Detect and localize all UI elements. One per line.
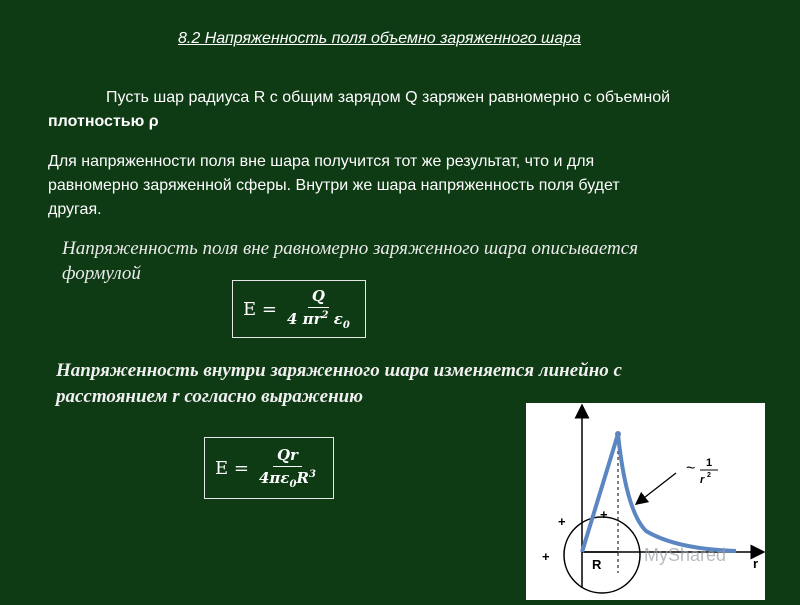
paragraph-line-3: другая. (48, 201, 102, 218)
tilde-label: ~ (686, 460, 696, 477)
formula-inside-lhs: E = (215, 457, 249, 479)
plus-sign-3: + (542, 549, 550, 564)
formula-outside-lhs: E = (243, 298, 277, 320)
paragraph-line-2: равномерно заряженной сферы. Внутри же шара напряженность поля будет (48, 177, 620, 194)
formula-outside-denominator: 4 $\pi r^2$ $\varepsilon_0$ (286, 310, 350, 331)
inside-line-2: расстоянием r согласно выражению (56, 386, 364, 407)
plus-sign-1: + (558, 514, 566, 529)
frac-exponent: 2 (707, 472, 711, 479)
intro-line-2: плотностью ρ (48, 113, 159, 130)
field-graph (526, 403, 765, 600)
outside-field-text (62, 236, 762, 286)
sphere-circle (564, 517, 640, 593)
plus-sign-2: + (600, 507, 608, 522)
watermark-text: MyShared (644, 545, 727, 565)
peak-point (615, 431, 621, 437)
field-graph-svg (526, 403, 765, 600)
paragraph-line-1: Для напряженности поля вне шара получится тот же результат, что и для (48, 153, 595, 170)
intro-text (48, 86, 768, 134)
page-title: 8.2 Напряженность поля объемно заряженного шара (178, 30, 582, 47)
r-label: r (753, 556, 759, 571)
frac-numerator: 1 (706, 457, 713, 469)
paragraph-text (48, 150, 738, 222)
outside-line-2: формулой (62, 263, 141, 284)
formula-inside-numerator: Qr (273, 446, 302, 467)
formula-inside-denominator: $4\pi\varepsilon_0R^3$ (258, 469, 316, 490)
intro-line-1: Пусть шар радиуса R с общим зарядом Q заряжен равномерно с объемной (106, 89, 671, 106)
pointer-arrow (640, 473, 676, 501)
formula-outside-numerator: Q (308, 287, 329, 308)
outside-line-1: Напряженность поля вне равномерно заряженного шара описывается (62, 238, 639, 259)
formula-inside-fraction (255, 446, 320, 490)
field-curve (582, 434, 736, 552)
formula-outside-fraction (283, 287, 354, 331)
inside-line-1: Напряженность внутри заряженного шара изменяется линейно с (56, 360, 622, 381)
R-label: R (592, 557, 602, 572)
frac-denominator: r (700, 474, 705, 486)
formula-inside (204, 437, 334, 499)
formula-outside (232, 280, 366, 338)
